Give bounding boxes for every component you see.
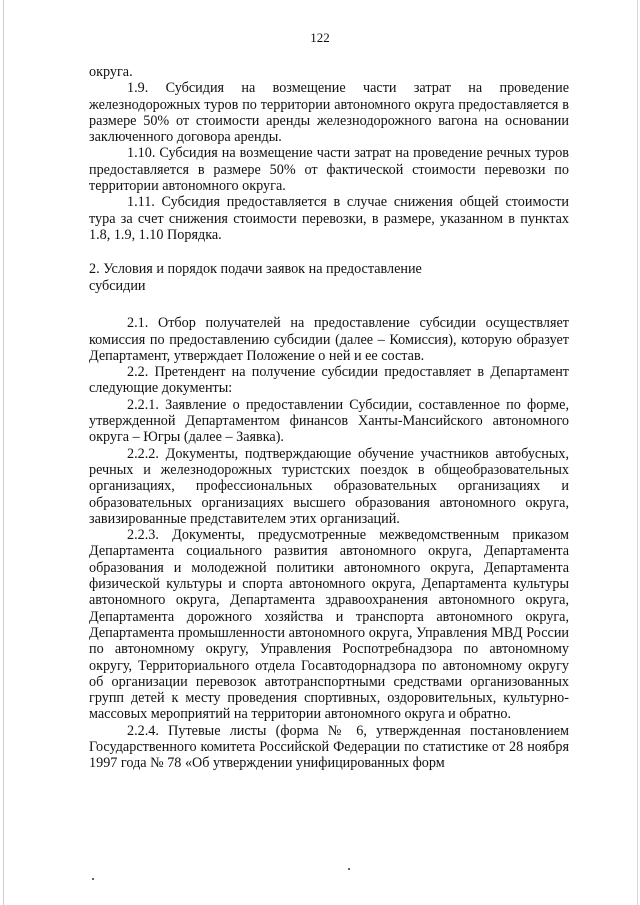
scan-edge-left [3,0,4,905]
paragraph-2-2-2: 2.2.2. Документы, подтверждающие обучение участников автобусных, речных и железнодорожных туристских поездок в общеобразовательных организациях, профессиональных образовательных организациях и образовательных организациях высшего образования автономного округа, завизированные представителем этих организаций. [89,445,569,527]
scan-speck [348,868,350,870]
scan-speck [92,878,94,880]
section-2-heading-line-2: субсидии [89,278,146,295]
paragraph-2-2-4: 2.2.4. Путевые листы (форма № 6, утвержденная постановлением Государственного комитета Российской Федерации по статистике от 28 ноября 1997 года № 78 «Об утверждении унифицированных форм [89,722,569,772]
paragraph-2-1: 2.1. Отбор получателей на предоставление субсидии осуществляет комиссия по предоставлению субсидии (далее – Комиссия), которую образует Департамент, утверждает Положение о ней и ее состав. [89,315,569,364]
section-2-heading [89,261,569,295]
paragraph-2-2-3: 2.2.3. Документы, предусмотренные межведомственным приказом Департамента социального развития автономного округа, Департамента образования и молодежной политики автономного округа, Департамента физической культуры и спорта автономного округа, Департамента культуры автономного округа, Департамента здравоохранения автономного округа, Департамента дорожного хозяйства и транспорта автономного округа, Департамента промышленности автономного округа, Управления МВД России по автономному округу, Управления Роспотребнадзора по автономному округу, Территориального отдела Госавтодорнадзора по автономному округу об организации перевозок автотранспортными средствами организованных групп детей к месту проведения спортивных, оздоровительных, культурно-массовых мероприятий на территории автономного округа и обратно. [89,527,569,723]
paragraph-2-2: 2.2. Претендент на получение субсидии предоставляет в Департамент следующие документы: [89,364,569,397]
section-2-heading-line-1: 2. Условия и порядок подачи заявок на предоставление [89,261,422,278]
page-number: 122 [310,30,330,45]
document-body [89,64,569,772]
scan-edge-right [637,0,638,905]
paragraph-1-11: 1.11. Субсидия предоставляется в случае снижения общей стоимости тура за счет снижения стоимости перевозки, в размере, указанном в пунктах 1.8, 1.9, 1.10 Порядка. [89,194,569,243]
paragraph-1-10: 1.10. Субсидия на возмещение части затрат на проведение речных туров предоставляется в размере 50% от фактической стоимости перевозки по территории автономного округа. [89,145,569,195]
paragraph-2-2-1: 2.2.1. Заявление о предоставлении Субсидии, составленное по форме, утвержденной Департаментом финансов Ханты-Мансийского автономного округа – Югры (далее – Заявка). [89,396,569,446]
paragraph-continuation: округа. [89,64,133,80]
paragraph-1-9: 1.9. Субсидия на возмещение части затрат на проведение железнодорожных туров по территории автономного округа предоставляется в размере 50% от стоимости аренды железнодорожного вагона на основании заключенного договора аренды. [89,80,569,146]
